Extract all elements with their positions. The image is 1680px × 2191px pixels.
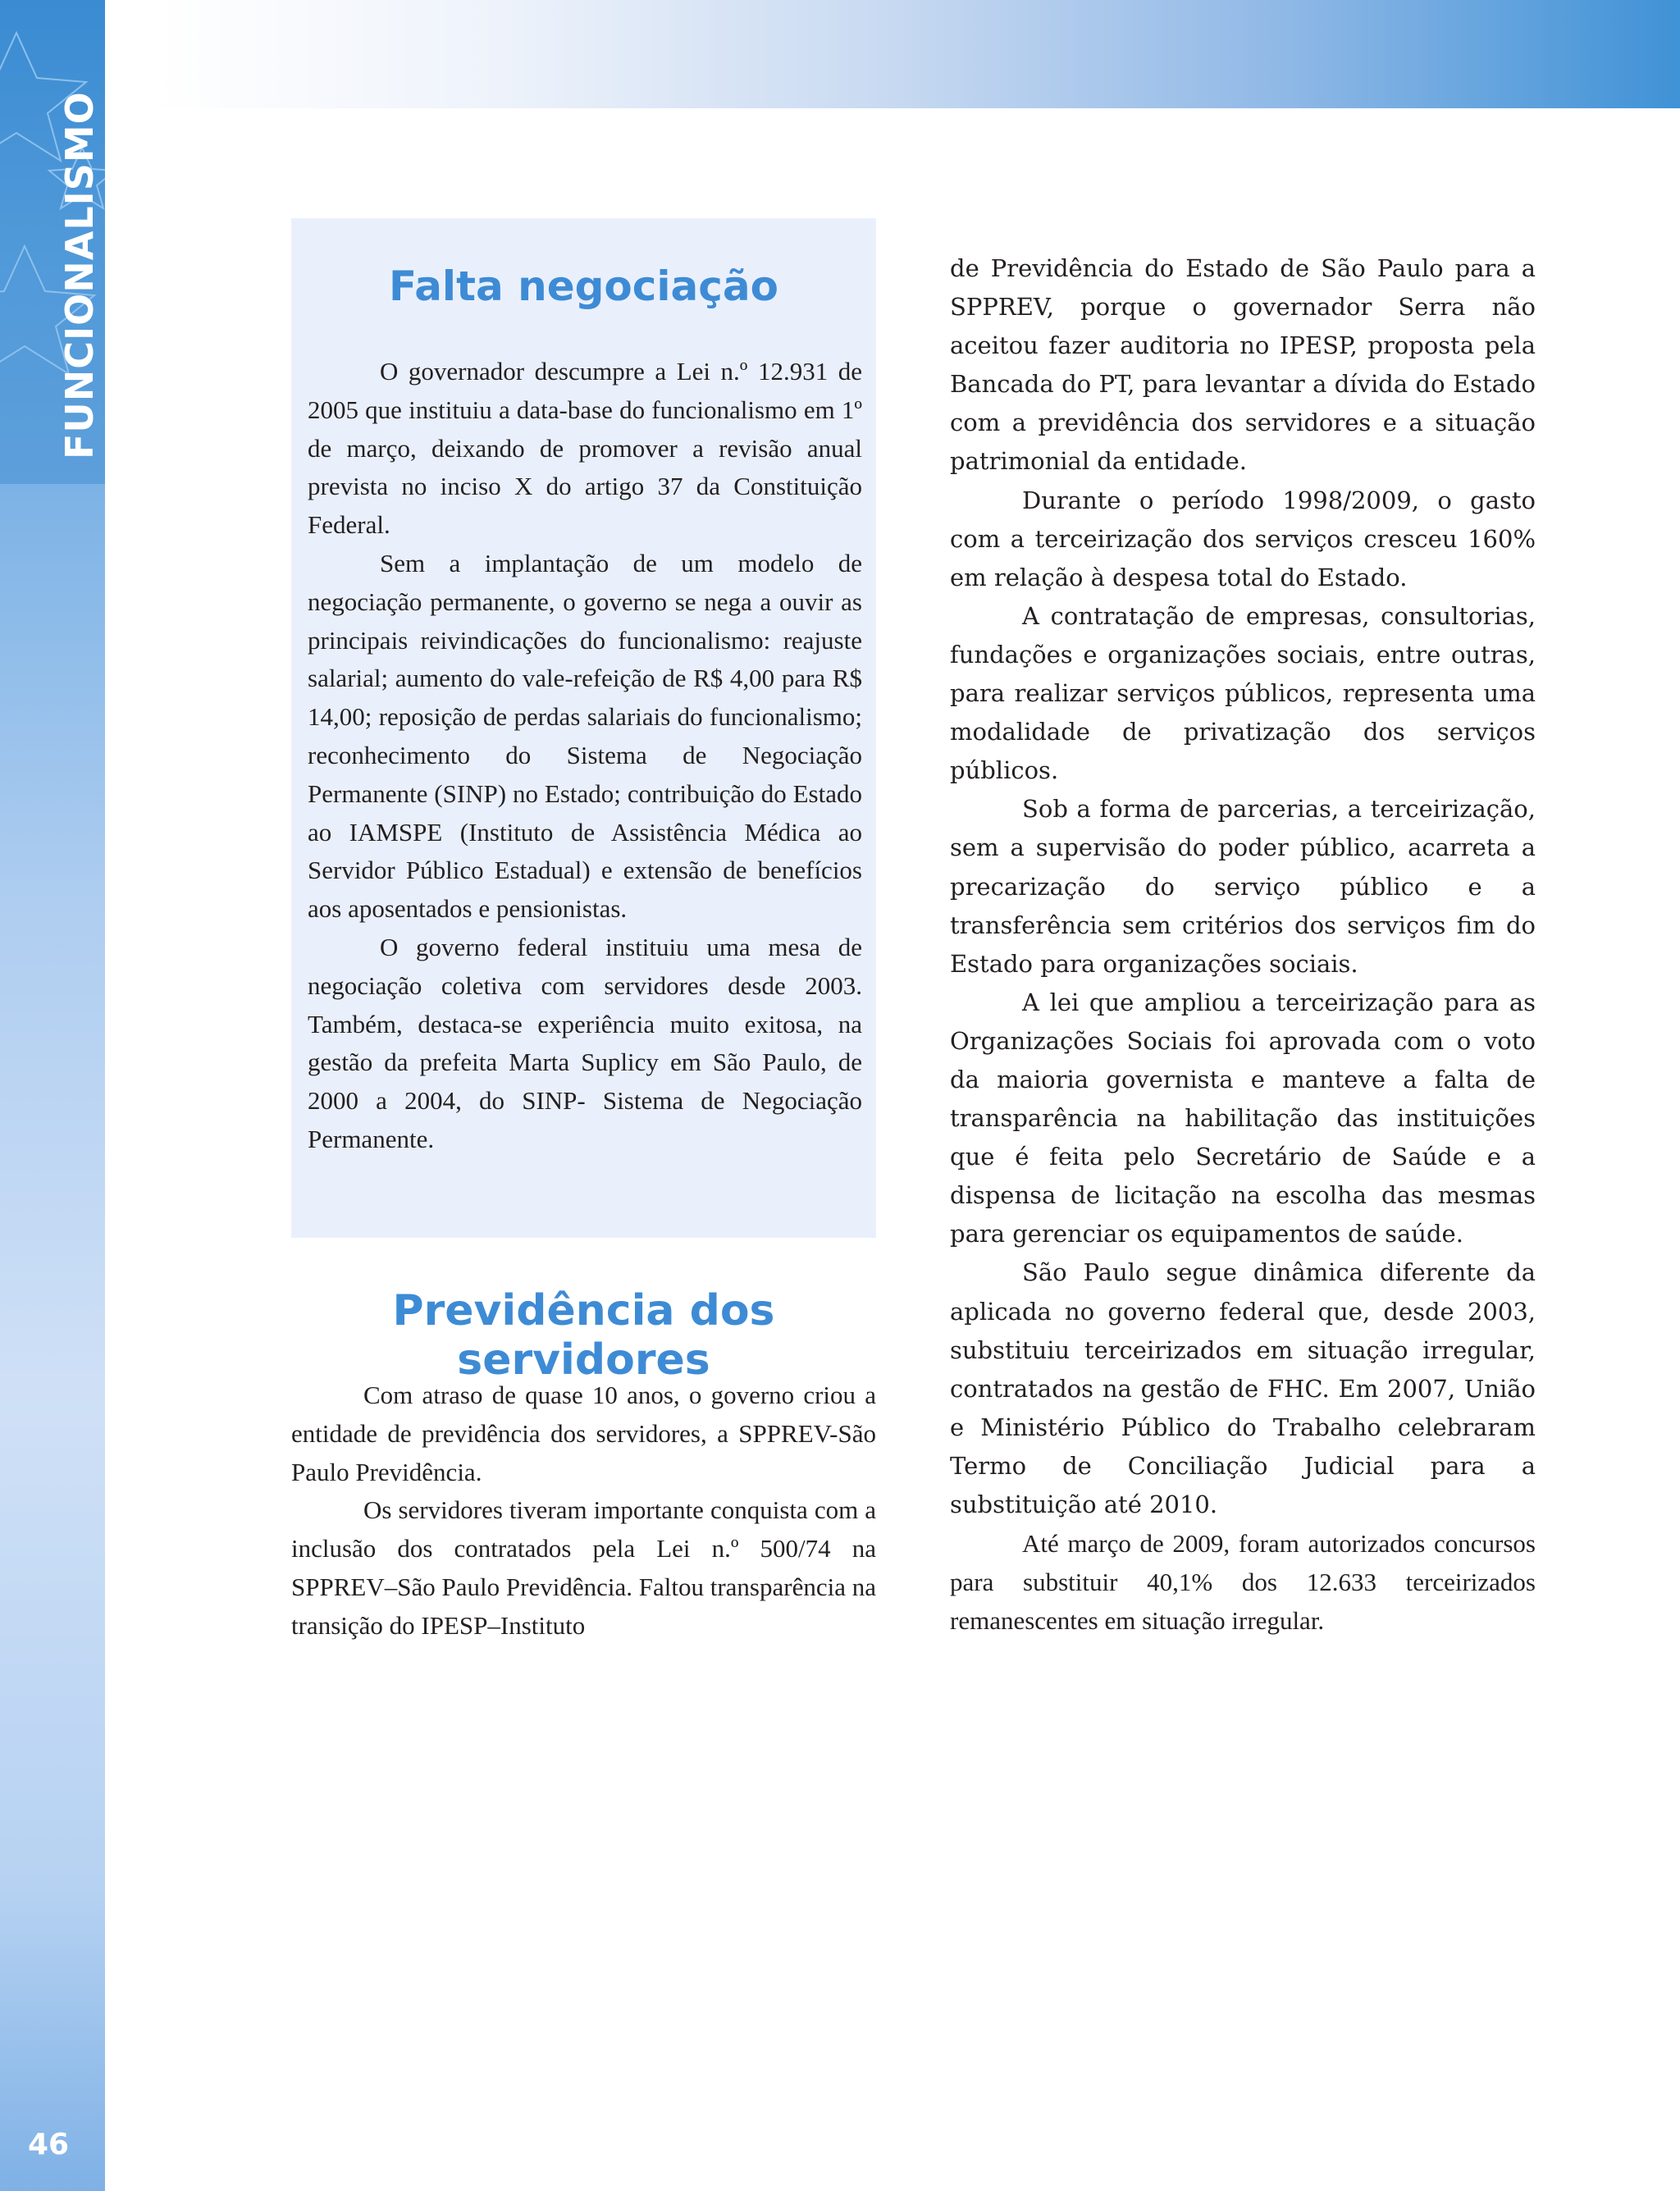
section-label: FUNCIONALISMO [57,91,102,459]
article-title: Previdência dos servidores [392,1286,775,1385]
article-paragraph: A contratação de empresas, consultorias, fundações e organizações sociais, entre outras, para realizar serviços públicos, representa uma modalidade de privatização dos serviços públicos. [950,601,1536,785]
box-body [308,353,862,1159]
box-title: Falta negociação [388,262,779,310]
article-paragraph: Os servidores tiveram importante conquista com a inclusão dos contratados pela Lei n.º 500/74 na SPPREV–São Paulo Previdência. Faltou transparência na transição do IPESP–Instituto [291,1495,876,1640]
article-paragraph: Durante o período 1998/2009, o gasto com a terceirização dos serviços cresceu 160% em relação à despesa total do Estado. [950,486,1536,591]
article-final-paragraph: Até março de 2009, foram autorizados concursos para substituir 40,1% dos 12.633 terceirizados remanescentes em situação irregular. [950,1529,1536,1636]
page-number: 46 [28,2128,70,2161]
box-paragraph: Sem a implantação de um modelo de negociação permanente, o governo se nega a ouvir as principais reivindicações do funcionalismo: reajuste salarial; aumento do vale-refeição de R$ 4,00 para R$ 14,00; reposição de perdas salariais do funcionalismo; reconhecimento do Sistema de Negociação Permanente (SINP) no Estado; contribuição do Estado ao IAMSPE (Instituto de Assistência Médica ao Servidor Público Estadual) e extensão de benefícios aos aposentados e pensionistas. [308,548,862,924]
box-paragraph: O governador descumpre a Lei n.º 12.931 de 2005 que instituiu a data-base do funcionalismo em 1º de março, deixando de promover a revisão anual prevista no inciso X do artigo 37 da Constituição Federal. [308,357,862,540]
article-paragraph: Sob a forma de parcerias, a terceirização, sem a supervisão do poder público, acarreta a precarização do serviço público e a transferência sem critérios dos serviços fim do Estado para organizações sociais. [950,795,1536,978]
article-paragraph: Com atraso de quase 10 anos, o governo criou a entidade de previdência dos servidores, a SPPREV-São Paulo Previdência. [291,1381,876,1486]
article-left-column [291,1376,876,1646]
box-paragraph: O governo federal instituiu uma mesa de negociação coletiva com servidores desde 2003. Também, destaca-se experiência muito exitosa, na gestão da prefeita Marta Suplicy em São Paulo, de 2000 a 2004, do SINP- Sistema de Negociação Permanente. [308,932,862,1153]
article-paragraph: A lei que ampliou a terceirização para as Organizações Sociais foi aprovada com o voto da maioria governista e manteve a falta de transparência na habilitação das instituições que é feita pelo Secretário de Saúde e a dispensa de licitação na escolha das mesmas para gerenciar os equipamentos de saúde. [950,988,1536,1248]
article-paragraph: São Paulo segue dinâmica diferente da aplicada no governo federal que, desde 2003, substituiu terceirizados em situação irregular, contratados na gestão de FHC. Em 2007, União e Ministério Público do Trabalho celebraram Termo de Conciliação Judicial para a substituição até 2010. [950,1258,1536,1518]
article-right-column [950,249,1536,1640]
top-banner [105,0,1680,108]
article-continuation: de Previdência do Estado de São Paulo para a SPPREV, porque o governador Serra não aceitou fazer auditoria no IPESP, proposta pela Bancada do PT, para levantar a dívida do Estado com a previdência dos servidores e a situação patrimonial da entidade. [950,254,1536,476]
